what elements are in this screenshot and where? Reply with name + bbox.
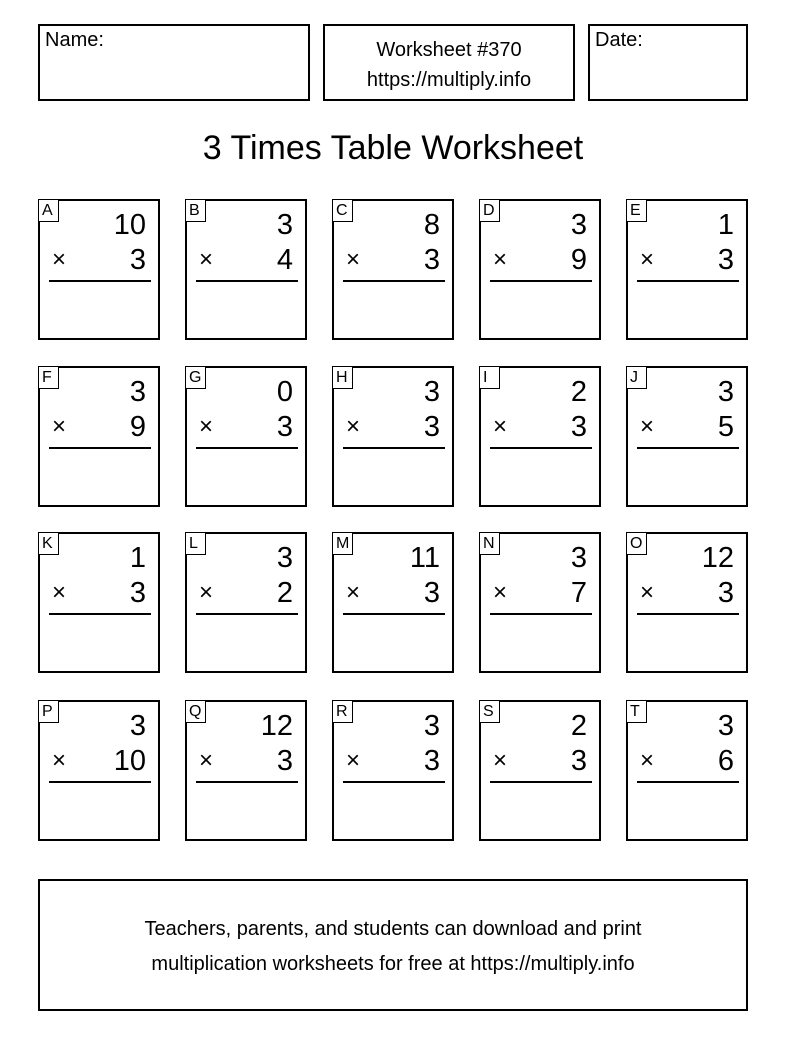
times-sign: × bbox=[346, 747, 361, 774]
worksheet-url: https://multiply.info bbox=[366, 69, 532, 91]
problem-b[interactable] bbox=[185, 199, 307, 340]
multiplicand: 2 bbox=[570, 376, 587, 408]
times-sign: × bbox=[52, 413, 67, 440]
answer-line bbox=[490, 613, 592, 615]
multiplier: 3 bbox=[276, 745, 293, 777]
problem-letter: P bbox=[39, 701, 59, 723]
multiplier: 2 bbox=[276, 577, 293, 609]
problem-j[interactable] bbox=[626, 366, 748, 507]
worksheet-info-box bbox=[323, 24, 575, 101]
problem-letter: Q bbox=[186, 701, 206, 723]
times-sign: × bbox=[52, 747, 67, 774]
problem-letter: B bbox=[186, 200, 206, 222]
multiplicand: 2 bbox=[570, 710, 587, 742]
problem-letter: N bbox=[480, 533, 500, 555]
times-sign: × bbox=[640, 246, 655, 273]
problem-k[interactable] bbox=[38, 532, 160, 673]
multiplier: 3 bbox=[423, 577, 440, 609]
times-sign: × bbox=[493, 747, 508, 774]
times-sign: × bbox=[640, 413, 655, 440]
multiplicand: 10 bbox=[113, 209, 146, 241]
problem-letter: O bbox=[627, 533, 647, 555]
times-sign: × bbox=[493, 413, 508, 440]
problem-t[interactable] bbox=[626, 700, 748, 841]
answer-line bbox=[343, 447, 445, 449]
multiplicand: 8 bbox=[423, 209, 440, 241]
times-sign: × bbox=[640, 579, 655, 606]
multiplicand: 3 bbox=[276, 542, 293, 574]
times-sign: × bbox=[199, 246, 214, 273]
answer-line bbox=[343, 280, 445, 282]
answer-line bbox=[343, 781, 445, 783]
multiplier: 3 bbox=[423, 745, 440, 777]
answer-line bbox=[637, 781, 739, 783]
name-field[interactable] bbox=[38, 24, 310, 101]
multiplicand: 3 bbox=[570, 209, 587, 241]
answer-line bbox=[196, 613, 298, 615]
problem-o[interactable] bbox=[626, 532, 748, 673]
multiplier: 3 bbox=[129, 244, 146, 276]
times-sign: × bbox=[346, 579, 361, 606]
times-sign: × bbox=[199, 413, 214, 440]
multiplicand: 11 bbox=[409, 542, 440, 574]
problem-letter: L bbox=[186, 533, 206, 555]
answer-line bbox=[490, 781, 592, 783]
problem-f[interactable] bbox=[38, 366, 160, 507]
answer-line bbox=[343, 613, 445, 615]
multiplier: 3 bbox=[423, 411, 440, 443]
problem-c[interactable] bbox=[332, 199, 454, 340]
multiplicand: 0 bbox=[276, 376, 293, 408]
problem-letter: C bbox=[333, 200, 353, 222]
multiplier: 7 bbox=[570, 577, 587, 609]
problem-letter: K bbox=[39, 533, 59, 555]
footer-box bbox=[38, 879, 748, 1011]
multiplicand: 3 bbox=[717, 710, 734, 742]
multiplier: 3 bbox=[276, 411, 293, 443]
problem-letter: S bbox=[480, 701, 500, 723]
problem-letter: A bbox=[39, 200, 59, 222]
multiplier: 3 bbox=[423, 244, 440, 276]
problem-q[interactable] bbox=[185, 700, 307, 841]
multiplicand: 3 bbox=[423, 710, 440, 742]
problem-letter: R bbox=[333, 701, 353, 723]
times-sign: × bbox=[199, 579, 214, 606]
multiplier: 6 bbox=[717, 745, 734, 777]
problem-s[interactable] bbox=[479, 700, 601, 841]
date-field[interactable] bbox=[588, 24, 748, 101]
problem-d[interactable] bbox=[479, 199, 601, 340]
multiplier: 3 bbox=[717, 244, 734, 276]
problem-r[interactable] bbox=[332, 700, 454, 841]
times-sign: × bbox=[346, 246, 361, 273]
multiplier: 3 bbox=[717, 577, 734, 609]
answer-line bbox=[490, 280, 592, 282]
worksheet-number: Worksheet #370 bbox=[376, 39, 522, 61]
multiplier: 9 bbox=[129, 411, 146, 443]
problem-m[interactable] bbox=[332, 532, 454, 673]
answer-line bbox=[637, 280, 739, 282]
multiplier: 3 bbox=[570, 411, 587, 443]
answer-line bbox=[637, 613, 739, 615]
name-label: Name: bbox=[45, 29, 104, 51]
multiplicand: 3 bbox=[129, 376, 146, 408]
multiplicand: 12 bbox=[701, 542, 734, 574]
problem-n[interactable] bbox=[479, 532, 601, 673]
answer-line bbox=[196, 280, 298, 282]
times-sign: × bbox=[493, 579, 508, 606]
problem-letter: J bbox=[627, 367, 647, 389]
multiplicand: 1 bbox=[717, 209, 734, 241]
multiplier: 5 bbox=[717, 411, 734, 443]
answer-line bbox=[49, 447, 151, 449]
times-sign: × bbox=[346, 413, 361, 440]
problem-g[interactable] bbox=[185, 366, 307, 507]
times-sign: × bbox=[493, 246, 508, 273]
answer-line bbox=[196, 447, 298, 449]
times-sign: × bbox=[52, 246, 67, 273]
answer-line bbox=[49, 613, 151, 615]
answer-line bbox=[49, 781, 151, 783]
multiplier: 4 bbox=[276, 244, 293, 276]
times-sign: × bbox=[640, 747, 655, 774]
multiplier: 3 bbox=[129, 577, 146, 609]
problem-i[interactable] bbox=[479, 366, 601, 507]
answer-line bbox=[637, 447, 739, 449]
times-sign: × bbox=[52, 579, 67, 606]
multiplier: 9 bbox=[570, 244, 587, 276]
footer-line-2: multiplication worksheets for free at https://multiply.info bbox=[151, 953, 635, 975]
multiplier: 10 bbox=[113, 745, 146, 777]
footer-line-1: Teachers, parents, and students can download and print bbox=[144, 918, 642, 940]
problem-letter: G bbox=[186, 367, 206, 389]
problem-letter: I bbox=[480, 367, 500, 389]
answer-line bbox=[490, 447, 592, 449]
problem-a[interactable] bbox=[38, 199, 160, 340]
problem-l[interactable] bbox=[185, 532, 307, 673]
page-title: 3 Times Table Worksheet bbox=[202, 129, 584, 167]
multiplicand: 3 bbox=[276, 209, 293, 241]
problem-letter: E bbox=[627, 200, 647, 222]
problem-letter: T bbox=[627, 701, 647, 723]
multiplicand: 3 bbox=[423, 376, 440, 408]
problem-letter: D bbox=[480, 200, 500, 222]
multiplicand: 3 bbox=[570, 542, 587, 574]
multiplicand: 3 bbox=[129, 710, 146, 742]
problem-h[interactable] bbox=[332, 366, 454, 507]
multiplicand: 3 bbox=[717, 376, 734, 408]
multiplicand: 1 bbox=[129, 542, 146, 574]
problem-p[interactable] bbox=[38, 700, 160, 841]
answer-line bbox=[49, 280, 151, 282]
problem-letter: M bbox=[333, 533, 353, 555]
multiplicand: 12 bbox=[260, 710, 293, 742]
problem-e[interactable] bbox=[626, 199, 748, 340]
answer-line bbox=[196, 781, 298, 783]
problem-letter: H bbox=[333, 367, 353, 389]
multiplier: 3 bbox=[570, 745, 587, 777]
problem-letter: F bbox=[39, 367, 59, 389]
date-label: Date: bbox=[595, 29, 643, 51]
times-sign: × bbox=[199, 747, 214, 774]
